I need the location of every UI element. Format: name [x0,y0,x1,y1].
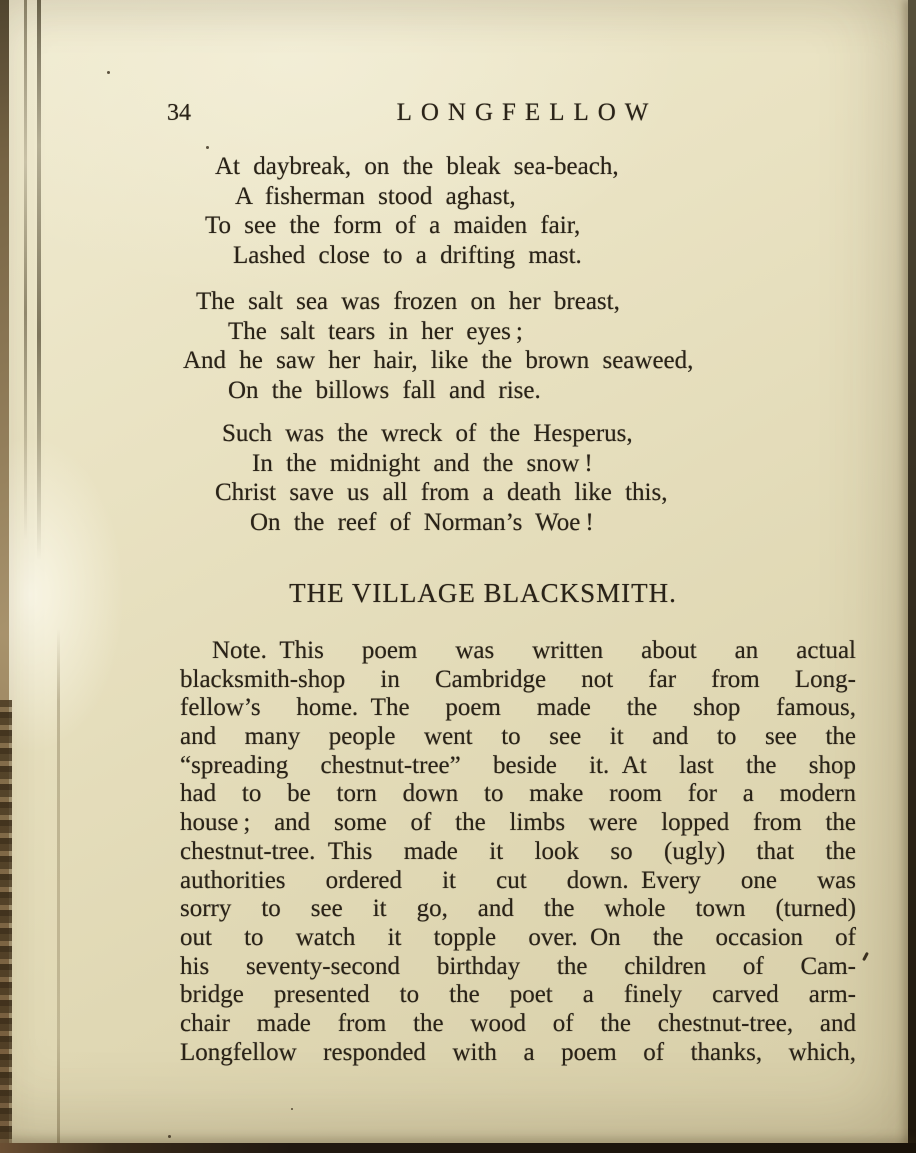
photo-dark-edge-bottom [0,1143,916,1153]
poem-line: The salt sea was frozen on her breast, [196,288,620,315]
note-line: Note. This poem was written about an actual [212,637,856,664]
poem-line: Christ save us all from a death like this, [215,479,668,506]
note-line: out to watch it topple over. On the occasion of [180,923,856,951]
poem-line: To see the form of a maiden fair, [205,212,581,239]
poem-line: Such was the wreck of the Hesperus, [222,420,633,447]
poem-stanza-2 [183,287,693,405]
note-line: his seventy-second birthday the children of Cam- [180,952,856,980]
running-head: LONGFELLOW [396,99,658,126]
poem-line: A fisherman stood aghast, [235,182,516,210]
poem-stanza-3 [215,419,667,537]
page-number: 34 [167,100,191,126]
photo-dark-edge-right [908,0,916,1153]
book-spine-rough-texture [0,700,12,1153]
binding-edge-line [57,628,60,1153]
poem-line: In the midnight and the snow ! [252,449,593,477]
note-line: Longfellow responded with a poem of thanks, which, [180,1038,856,1066]
poem-line: And he saw her hair, like the brown seaweed, [183,347,694,374]
print-artifact-mark [862,952,869,961]
note-line: blacksmith-shop in Cambridge not far from Long- [180,665,856,693]
note-line: chair made from the wood of the chestnut-tree, and [180,1009,856,1037]
paper-speck [107,71,110,74]
note-line: chestnut-tree. This made it look so (ugly) that the [180,837,856,865]
section-title: THE VILLAGE BLACKSMITH. [289,578,677,608]
poem-line: Lashed close to a drifting mast. [233,241,582,269]
paper-speck [168,1135,171,1138]
poem-line: On the reef of Norman’s Woe ! [250,508,594,536]
poem-stanza-1 [205,152,619,270]
binding-edge-line [37,0,41,560]
note-paragraph [180,637,856,1067]
paper-speck [206,146,209,149]
page-header [167,99,857,127]
poem-line: On the billows fall and rise. [228,376,541,404]
note-line: fellow’s home. The poem made the shop famous, [180,694,856,722]
note-line: and many people went to see it and to see the [180,723,856,751]
note-line: bridge presented to the poet a finely carved arm- [180,981,856,1009]
paper-speck [291,1108,293,1110]
note-line: had to be torn down to make room for a modern [180,780,856,808]
poem-line: The salt tears in her eyes ; [228,317,523,345]
note-line: house ; and some of the limbs were lopped from the [180,809,856,837]
note-line: sorry to see it go, and the whole town (turned) [180,895,856,923]
poem-line: At daybreak, on the bleak sea-beach, [215,153,619,180]
binding-edge-line [24,0,27,540]
note-line: authorities ordered it cut down. Every one was [180,866,856,894]
note-line: “spreading chestnut-tree” beside it. At last the shop [180,751,856,779]
